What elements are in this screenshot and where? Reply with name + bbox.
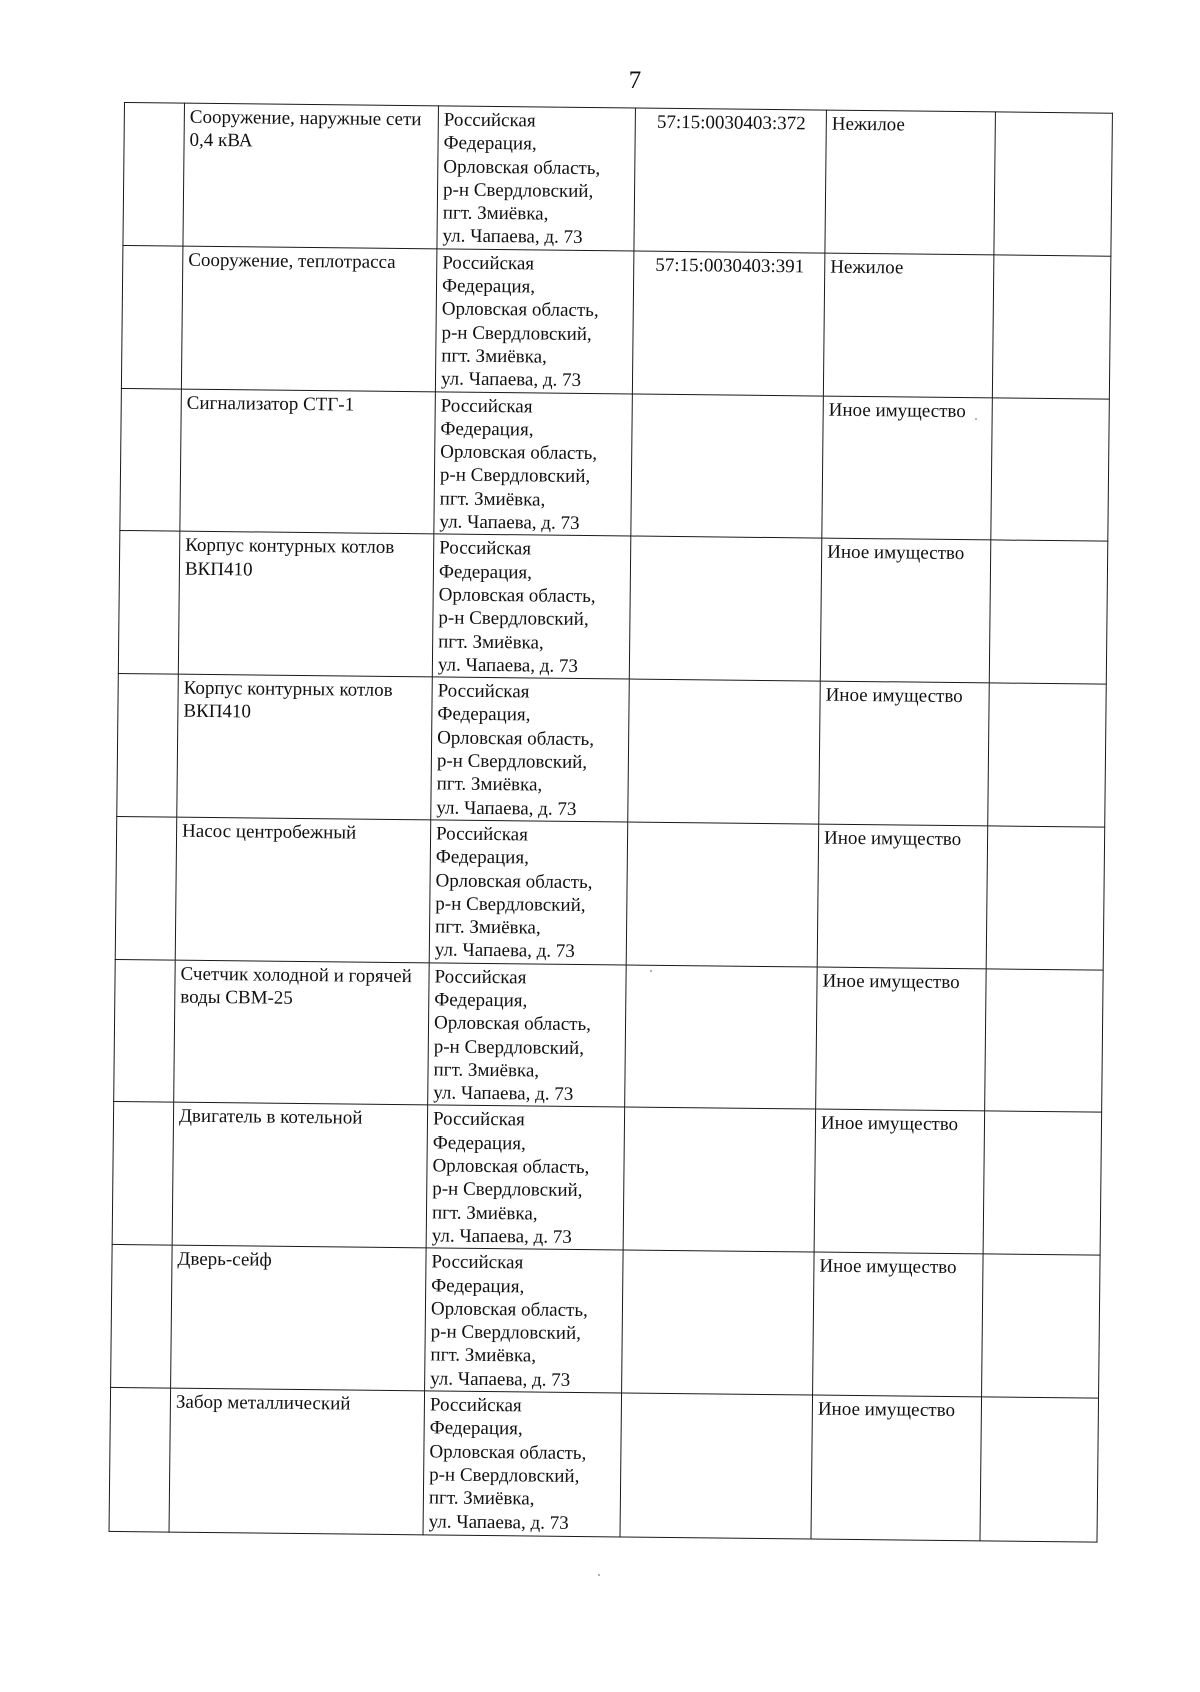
address-line: р-н Свердловский, [442, 179, 594, 202]
address-line: Федерация, [440, 418, 534, 441]
address-line: р-н Свердловский, [438, 607, 589, 631]
address-line: пгт. Змиёвка, [434, 916, 541, 939]
address-line: Орловская область, [435, 869, 593, 893]
empty-cell [994, 112, 1113, 256]
address-line: пгт. Змиёвка, [441, 345, 547, 368]
address-line: Федерация, [429, 1417, 523, 1440]
object-name-cell: Сооружение, теплотрасса [181, 246, 437, 392]
object-name-cell: Двигатель в котельной [172, 1103, 428, 1249]
address-line: Орловская область, [440, 441, 598, 465]
address-cell [428, 963, 627, 1108]
address-line: пгт. Змиёвка, [433, 1059, 540, 1082]
row-number-cell [123, 103, 185, 246]
table-row [109, 1387, 1099, 1542]
address-line: Федерация, [443, 132, 537, 155]
empty-cell [982, 1254, 1101, 1398]
address-line: ул. Чапаева, д. 73 [428, 1510, 569, 1534]
address-line: Российская [432, 1108, 525, 1131]
table-row [121, 245, 1110, 398]
address-line: ул. Чапаева, д. 73 [431, 1225, 572, 1248]
address-line: Орловская область, [438, 584, 596, 608]
empty-cell [989, 540, 1108, 684]
object-name-cell: Забор металлический [169, 1388, 425, 1535]
row-number-cell [120, 388, 182, 531]
address-line: Орловская область, [443, 156, 601, 179]
table-row [114, 959, 1103, 1112]
address-line: ул. Чапаева, д. 73 [437, 654, 579, 677]
property-table-wrapper [109, 102, 1112, 1543]
cadastral-number-cell [620, 1393, 813, 1539]
table-row [112, 1102, 1101, 1255]
address-line: Федерация, [441, 275, 536, 298]
row-number-cell [114, 959, 176, 1102]
property-type-cell: Иное имущество [820, 538, 991, 683]
address-line: ул. Чапаева, д. 73 [433, 1082, 574, 1106]
address-line: ул. Чапаева, д. 73 [436, 797, 577, 820]
empty-cell [988, 683, 1107, 827]
empty-cell [980, 1397, 1099, 1542]
row-number-cell [118, 531, 180, 674]
address-line: Федерация, [438, 561, 533, 584]
table-row [123, 103, 1112, 256]
address-line: Федерация, [431, 1274, 525, 1297]
address-line: р-н Свердловский, [432, 1178, 583, 1202]
scan-speck [975, 418, 977, 420]
property-type-cell: Иное имущество [814, 1110, 985, 1255]
empty-cell [986, 826, 1105, 970]
address-line: ул. Чапаева, д. 73 [434, 939, 575, 963]
property-type-cell: Иное имущество [813, 1252, 984, 1397]
empty-cell [992, 255, 1111, 399]
object-name-cell: Корпус контурных котлов ВКП410 [178, 531, 434, 677]
table-row [120, 388, 1109, 541]
address-cell [435, 249, 634, 394]
empty-cell [983, 1111, 1102, 1255]
address-line: р-н Свердловский, [433, 1035, 585, 1059]
property-type-cell: Иное имущество [817, 824, 988, 969]
address-line: Федерация, [434, 989, 528, 1012]
cadastral-number-cell [629, 536, 822, 681]
address-cell [437, 106, 636, 251]
cadastral-number-cell [626, 822, 819, 967]
address-line: ул. Чапаева, д. 73 [442, 225, 583, 249]
property-type-cell: Нежилое [823, 253, 994, 398]
address-line: Орловская область, [432, 1155, 590, 1179]
address-line: пгт. Змиёвка, [439, 488, 546, 511]
object-name-cell: Сигнализатор СТГ-1 [180, 389, 436, 535]
address-line: пгт. Змиёвка, [442, 202, 549, 225]
object-name-cell: Сооружение, наружные сети 0,4 кВА [183, 103, 439, 249]
empty-cell [991, 397, 1110, 541]
table-row [117, 674, 1106, 827]
address-line: Федерация, [437, 703, 531, 726]
cadastral-number-cell [631, 394, 824, 539]
address-cell [431, 677, 630, 822]
address-cell [434, 391, 633, 536]
row-number-cell [109, 1387, 171, 1532]
address-cell [425, 1248, 624, 1393]
address-line: Российская [439, 537, 532, 560]
address-line: Российская [434, 966, 527, 989]
property-table [109, 102, 1113, 1543]
address-line: р-н Свердловский, [429, 1464, 580, 1487]
address-line: Российская [442, 252, 535, 275]
cadastral-number-cell: 57:15:0030403:372 [634, 108, 827, 253]
row-number-cell [115, 816, 177, 959]
address-line: Российская [440, 395, 533, 418]
property-type-cell: Иное имущество [822, 396, 993, 541]
table-row [111, 1245, 1100, 1398]
row-number-cell [112, 1102, 174, 1245]
cadastral-number-cell [628, 679, 821, 824]
address-line: ул. Чапаева, д. 73 [440, 368, 582, 392]
address-line: пгт. Змиёвка, [428, 1487, 535, 1510]
address-line: пгт. Змиёвка, [431, 1202, 538, 1225]
property-type-cell: Иное имущество [811, 1395, 982, 1541]
empty-cell [985, 969, 1104, 1113]
cadastral-number-cell [623, 1107, 816, 1252]
property-type-cell: Иное имущество [819, 681, 990, 826]
address-line: Орловская область, [429, 1441, 587, 1464]
object-name-cell: Счетчик холодной и горячей воды СВМ-25 [174, 960, 430, 1106]
object-name-cell: Дверь-сейф [171, 1245, 427, 1391]
address-line: Орловская область, [437, 727, 595, 750]
address-line: р-н Свердловский, [436, 750, 588, 774]
object-name-cell: Насос центробежный [175, 817, 431, 963]
cadastral-number-cell [625, 965, 818, 1110]
address-cell [429, 820, 628, 965]
address-line: пгт. Змиёвка, [438, 630, 544, 654]
address-line: Орловская область, [430, 1298, 588, 1321]
scan-speck [650, 970, 652, 972]
cadastral-number-cell: 57:15:0030403:391 [632, 251, 825, 396]
row-number-cell [111, 1245, 173, 1388]
address-line: Российская [443, 109, 536, 132]
address-cell [426, 1105, 625, 1250]
property-type-cell: Иное имущество [816, 967, 987, 1112]
address-line: р-н Свердловский, [435, 893, 586, 916]
address-cell [432, 534, 631, 679]
address-line: Российская [435, 823, 529, 846]
address-cell [423, 1391, 622, 1537]
address-line: ул. Чапаева, д. 73 [439, 511, 580, 534]
page-number: 7 [628, 67, 642, 94]
property-type-cell: Нежилое [825, 110, 996, 255]
address-line: р-н Свердловский, [430, 1321, 582, 1345]
cadastral-number-cell [622, 1250, 815, 1395]
address-line: пгт. Змиёвка, [436, 773, 543, 796]
address-line: Российская [437, 680, 530, 703]
table-row [118, 531, 1107, 684]
object-name-cell: Корпус контурных котлов ВКП410 [177, 674, 433, 820]
row-number-cell [117, 674, 179, 817]
address-line: Федерация, [435, 846, 530, 869]
property-table-body [109, 103, 1112, 1543]
address-line: Российская [429, 1394, 522, 1417]
address-line: ул. Чапаева, д. 73 [430, 1368, 571, 1391]
row-number-cell [121, 245, 183, 388]
table-row [115, 816, 1104, 969]
address-line: р-н Свердловский, [441, 322, 592, 345]
address-line: Российская [431, 1251, 524, 1274]
address-line: Орловская область, [433, 1012, 592, 1036]
address-line: Орловская область, [441, 298, 599, 322]
address-line: пгт. Змиёвка, [430, 1344, 537, 1367]
scan-speck [598, 1574, 600, 1576]
address-line: р-н Свердловский, [439, 464, 591, 488]
address-line: Федерация, [432, 1132, 526, 1155]
